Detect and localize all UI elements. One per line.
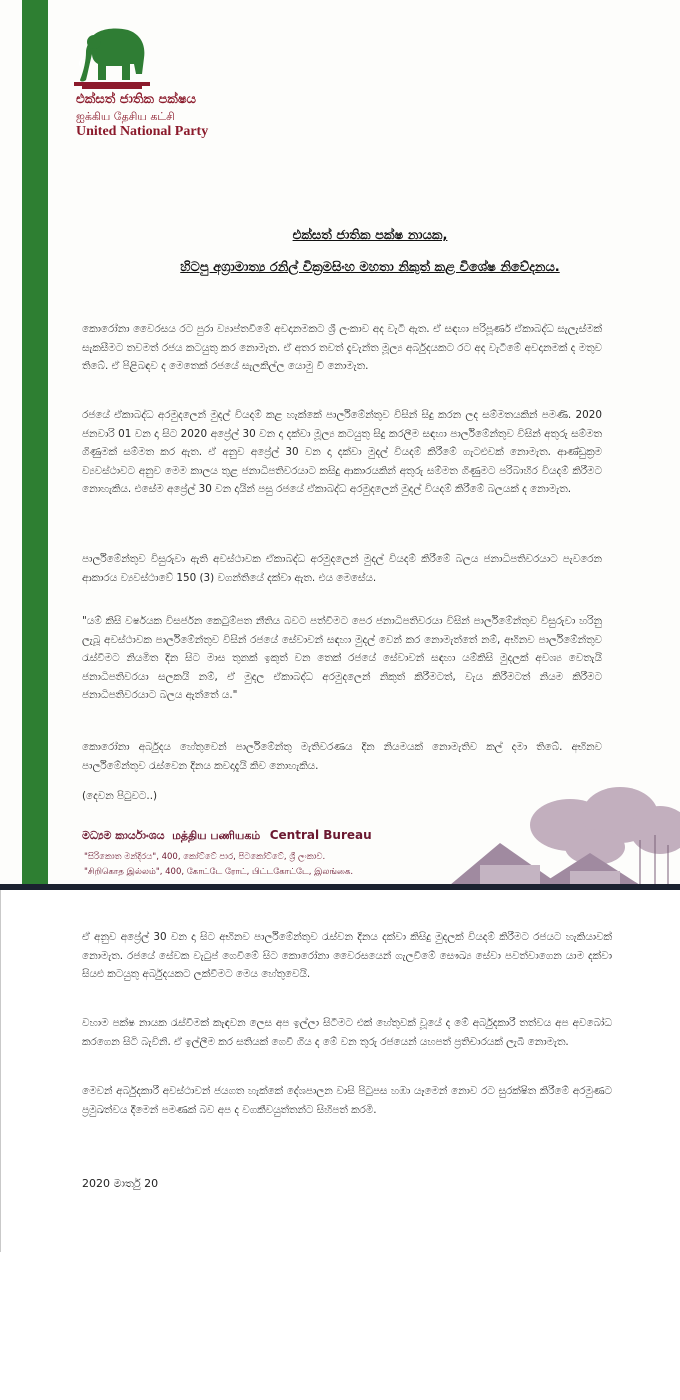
paragraph-4: කොරෝනා අර්බුදය හේතුවෙන් පාර්ලිමේන්තු මැතිවරණය දින නියමයක් නොමැතිව කල් දමා තිබේ. අභිනව පාර්ලිමේන්තුව රැස්වෙන දිනය කවදාදැයි කිව නොහැකිය.	[82, 741, 602, 772]
paragraph-6: වහාම පක්ෂ නායක රැස්වීමක් කැඳවන ලෙස අප ඉල්ලා සිටීමට එක් හේතුවක් වූයේ ද මේ අර්බුදකාරී තත්වය අප අවබෝධ කරගෙන සිටි බැවිනි. ඒ ඉල්ලීම කර සතියක් ගෙවී ගිය ද මේ වන තුරු රජයෙන් යහපත් ප්‍රතිචාරයක් ලැබී නොමැත.	[82, 1017, 612, 1048]
letter-page-2	[0, 890, 680, 1400]
continued-note: (දෙවන පිටුවට..)	[82, 790, 158, 802]
statement-title-line1: එක්සත් ජාතික පක්ෂ නායක,	[292, 228, 448, 243]
paragraph-1: කොරෝනා වෛරසය රට පුරා ව්‍යාප්තවීමේ අවදානමකට ශ්‍රී ලංකාව අද වැටී ඇත. ඒ සඳහා පරිපූර්ණ ඒකාබද්ධ සැලැස්මක් සැකසීමට තවමත් රජය කටයුතු කර නොමැත. ඒ අතර තවත් දැවැන්ත මූල්‍ය අර්බුදයකට රට අද වැටීමේ අවදානමක් ද මතුව තිබේ. ඒ පිළිබඳව ද මෙතෙක් රජයේ සැලකිල්ල යොමු වී නොමැත.	[82, 323, 602, 372]
party-name-english: United National Party	[76, 124, 209, 139]
central-bureau-label	[82, 828, 372, 844]
statement-date: 2020 මාර්තු 20	[82, 1177, 159, 1190]
bureau-english: Central Bureau	[269, 828, 372, 842]
address-sinhala: "සිරිකොත මන්දිරය", 400, කෝට්ටේ පාර, පිටකෝට්ටේ, ශ්‍රී ලංකාව.	[84, 852, 326, 862]
elephant-logo-icon	[72, 22, 152, 92]
party-name-sinhala: එක්සත් ජාතික පක්ෂය	[76, 92, 197, 107]
party-name-tamil: ஐக்கிய தேசிய கட்சி	[76, 110, 175, 123]
page-edge-line	[0, 890, 1, 1252]
footer-photo	[390, 785, 680, 885]
paragraph-2: රජයේ ඒකාබද්ධ අරමුදලෙන් මුදල් වියදම් කළ හැක්කේ පාර්ලිමේන්තුව විසින් සිදු කරන ලද සම්මතයකින් පමණි. 2020 ජනවාරි 01 වන දා සිට 2020 අප්‍රේල් 30 වන දා දක්වා මූල්‍ය කටයුතු සිදු කරලීම සඳහා පාර්ලිමේන්තුව විසින් අතුරු සම්මත ගිණුමක් සම්මත කර ඇත. ඒ අනුව අප්‍රේල් 30 වන දා දක්වා මුදල් වියදම් කිරීමේ ගැටළුවක් නොමැත. ආණ්ඩුක්‍රම ව්‍යවස්ථාවට අනුව මෙම කාලය තුළ ජනාධිපතිවරයාට කසිදු ආකාරයකින් අතුරු සම්මත ගිණුමට පරිබාහිර වියදම් කිරීමට නොහැකිය. එසේම අප්‍රේල් 30 වන දායින් පසු රජයේ ඒකාබද්ධ අරමුදලෙන් මුදල් වියදම් කිරීමේ බලයක් ද නොමැත.	[82, 409, 602, 495]
statement-title-line2: හිටපු අග්‍රාමාත්‍ය රනිල් වික්‍රමසිංහ මහතා නිකුත් කළ විශේෂ නිවේදනය.	[180, 260, 560, 275]
bureau-sinhala: මධ්‍යම කාර්යාංශය	[82, 829, 165, 842]
paragraph-7: මෙවන් අර්බුදකාරී අවස්ථාවන් ජයගත හැක්කේ දේශපාලන වාසි පිටුපස හඹා යෑමෙන් නොව රට සුරක්ෂිත කිරීමේ අරමුණට ප්‍රමුඛත්වය දීමෙන් පමණක් බව අප ද වගකීවයුත්තන්ට සිහිපත් කරමි.	[82, 1085, 612, 1116]
letterhead-green-bar	[22, 0, 48, 884]
paragraph-5: ඒ අනුව අප්‍රේල් 30 වන දා සිට අභිනව පාර්ලිමේන්තුව රැස්වන දිනය දක්වා කිසිදු මුදලක් වියදම් කිරීමට රජයට හැකියාවක් නොමැත. රජයේ සේවක වැටුප් ගෙවීමේ සිට කොරෝනා වෛරසයෙන් ගැලවීමේ සෞඛ්‍ය සේවා පවත්වාගෙන යාම දක්වා සියළු කටයුතු අර්බුදයකට ලක්වීමට මෙය හේතුවෙයි.	[82, 931, 612, 980]
paragraph-quote: "යම් කිසි වර්ෂයක විසර්ජන කෙටුම්පත නීතිය බවට පත්වීමට පෙර ජනාධිපතිවරයා විසින් පාර්ලිමේන්තුව විසුරුවා හරිනු ලැබූ අවස්ථාවක පාර්ලිමේන්තුව විසින් රජයේ සේවාවන් සඳහා මුදල් වෙන් කර නොමැත්තේ නම්, අභිනව පාර්ලිමේන්තුව රැස්වීමට නියමිත දින සිට මාස තුනක් ඉකුත් වන තෙක් රජයේ සේවාවන් සඳහා යම්කිසි මුදලක් අවශ්‍ය වෙතැයි ජනාධිපතිවරයා සලකයි නම්, ඒ මුදල ඒකාබද්ධ අරමුදලෙන් නිකුත් කිරීමටත්, වැය කිරීමටත් නියම කිරීමට ජනාධිපතිවරයාට බලය ඇත්තේ ය."	[82, 615, 602, 701]
address-tamil: "சிறிகொத இல்லம்", 400, கோட்டே ரோட், பிட்டகோட்டே, இலங்கை.	[84, 867, 354, 877]
bureau-tamil: மத்திய பணியகம்	[172, 829, 261, 842]
paragraph-3: පාර්ලිමේන්තුව විසුරුවා ඇති අවස්ථාවක ඒකාබද්ධ අරමුදලෙන් මුදල් වියදම් කිරීමේ බලය ජනාධිපතිවරයාට පැවරෙන ආකාරය ව්‍යවස්ථාවේ 150 (3) වගන්තියේ දක්වා ඇත. එය මෙසේය.	[82, 553, 602, 584]
